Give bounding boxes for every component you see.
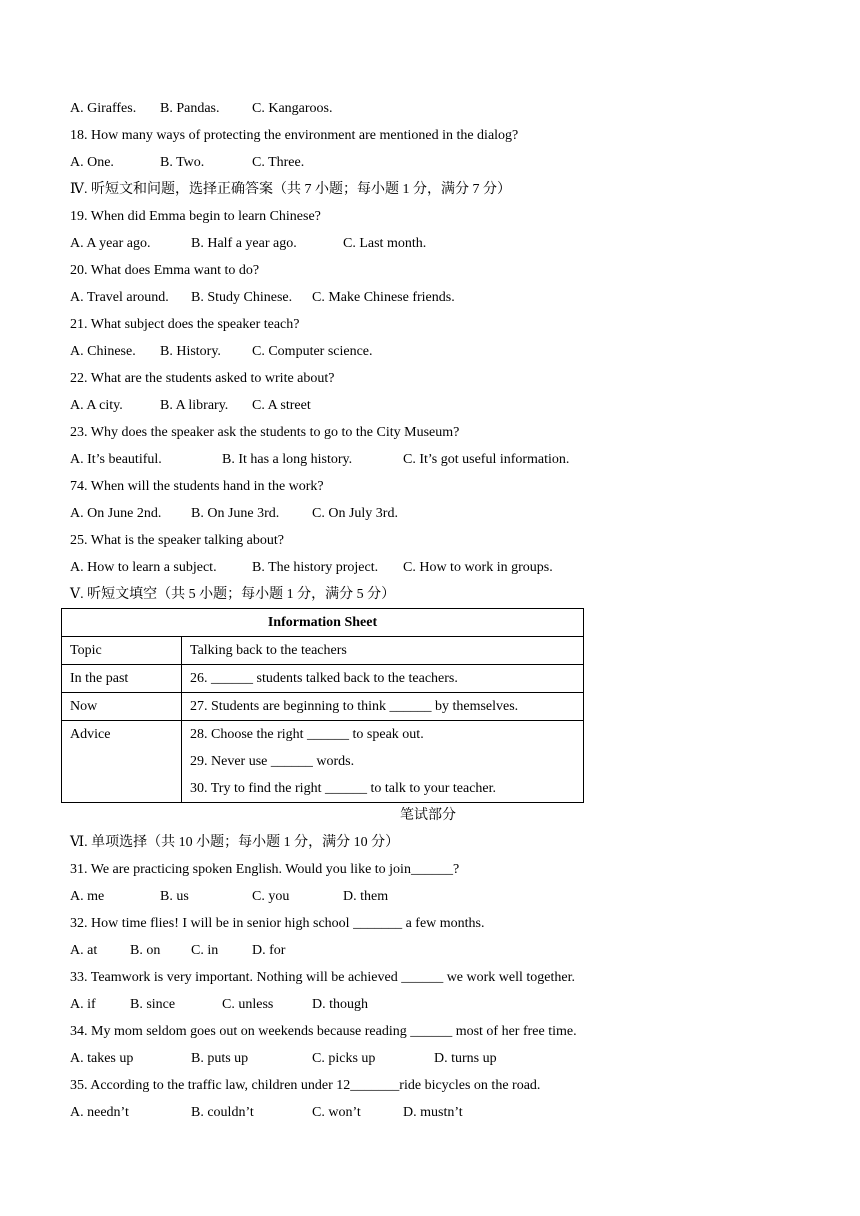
line-text: 19. When did Emma begin to learn Chinese?	[70, 209, 321, 224]
sheet-item-text: 28. Choose the right ______ to speak out.	[190, 727, 424, 742]
sheet-row-content	[182, 721, 584, 803]
option-text: C. Kangaroos.	[252, 101, 333, 116]
information-sheet-table	[61, 608, 584, 803]
line-text: 31. We are practicing spoken English. Would you like to join______?	[70, 862, 460, 877]
line-text: 32. How time flies! I will be in senior high school _______ a few months.	[70, 916, 485, 931]
sheet-row-label: In the past	[62, 665, 182, 693]
sheet-row-label: Advice	[62, 721, 182, 803]
sheet-item-text: Talking back to the teachers	[190, 643, 347, 658]
line-text: Ⅵ. 单项选择（共 10 小题；每小题 1 分，满分 10 分）	[70, 835, 400, 850]
option-text: B. On June 3rd.	[191, 506, 280, 521]
option-text: A. me	[70, 889, 105, 904]
option-text: B. Half a year ago.	[191, 236, 297, 251]
option-text: A. at	[70, 943, 98, 958]
option-text: C. Three.	[252, 155, 305, 170]
sheet-item-text: 26. ______ students talked back to the teachers.	[190, 671, 458, 686]
line-text: 35. According to the traffic law, children under 12_______ride bicycles on the road.	[70, 1078, 541, 1093]
option-text: A. How to learn a subject.	[70, 560, 217, 575]
sheet-title: Information Sheet	[62, 609, 584, 637]
sheet-row	[62, 637, 584, 665]
option-text: C. A street	[252, 398, 311, 413]
option-text: B. Two.	[160, 155, 205, 170]
sheet-row	[62, 721, 584, 803]
sheet-row	[62, 665, 584, 693]
option-text: C. won’t	[312, 1105, 361, 1120]
option-text: C. It’s got useful information.	[403, 452, 570, 467]
option-text: B. Pandas.	[160, 101, 220, 116]
sheet-item-text: 30. Try to find the right ______ to talk to your teacher.	[190, 781, 497, 796]
option-text: A. On June 2nd.	[70, 506, 162, 521]
option-text: C. in	[191, 943, 219, 958]
sheet-row-label: Now	[62, 693, 182, 721]
option-text: D. mustn’t	[403, 1105, 463, 1120]
option-text: C. How to work in groups.	[403, 560, 553, 575]
line-text: 22. What are the students asked to write about?	[70, 371, 335, 386]
option-text: B. since	[130, 997, 176, 1012]
line-text: 25. What is the speaker talking about?	[70, 533, 284, 548]
sheet-item-text: 27. Students are beginning to think ______ by themselves.	[190, 699, 519, 714]
option-text: A. One.	[70, 155, 114, 170]
option-text: C. Computer science.	[252, 344, 373, 359]
line-text: Ⅳ. 听短文和问题，选择正确答案（共 7 小题；每小题 1 分，满分 7 分）	[70, 182, 511, 197]
option-text: A. if	[70, 997, 96, 1012]
option-text: C. Last month.	[343, 236, 427, 251]
option-text: C. On July 3rd.	[312, 506, 398, 521]
option-text: D. them	[343, 889, 389, 904]
sheet-row-content	[182, 637, 584, 665]
option-text: B. us	[160, 889, 189, 904]
option-text: A. Travel around.	[70, 290, 169, 305]
sheet-row-content	[182, 665, 584, 693]
option-text: C. you	[252, 889, 290, 904]
written-section-heading: 笔试部分	[400, 808, 456, 823]
sheet-row-content	[182, 693, 584, 721]
line-text: 18. How many ways of protecting the environment are mentioned in the dialog?	[70, 128, 519, 143]
option-text: C. unless	[222, 997, 274, 1012]
sheet-row-label: Topic	[62, 637, 182, 665]
sheet-row	[62, 693, 584, 721]
option-text: B. The history project.	[252, 560, 379, 575]
option-text: D. turns up	[434, 1051, 497, 1066]
option-text: B. A library.	[160, 398, 229, 413]
option-text: B. couldn’t	[191, 1105, 254, 1120]
option-text: C. picks up	[312, 1051, 376, 1066]
option-text: B. puts up	[191, 1051, 249, 1066]
option-text: D. though	[312, 997, 368, 1012]
option-text: A. It’s beautiful.	[70, 452, 162, 467]
option-text: A. A city.	[70, 398, 123, 413]
sheet-item-text: 29. Never use ______ words.	[190, 754, 355, 769]
line-text: 23. Why does the speaker ask the students to go to the City Museum?	[70, 425, 460, 440]
option-text: A. takes up	[70, 1051, 134, 1066]
option-text: A. A year ago.	[70, 236, 151, 251]
option-text: A. needn’t	[70, 1105, 129, 1120]
line-text: 74. When will the students hand in the work?	[70, 479, 324, 494]
option-text: B. Study Chinese.	[191, 290, 293, 305]
option-text: A. Chinese.	[70, 344, 136, 359]
option-text: D. for	[252, 943, 286, 958]
line-text: 33. Teamwork is very important. Nothing will be achieved ______ we work well together.	[70, 970, 575, 985]
option-text: C. Make Chinese friends.	[312, 290, 455, 305]
option-text: A. Giraffes.	[70, 101, 137, 116]
line-text: 21. What subject does the speaker teach?	[70, 317, 300, 332]
line-text: Ⅴ. 听短文填空（共 5 小题；每小题 1 分，满分 5 分）	[70, 587, 396, 602]
option-text: B. on	[130, 943, 161, 958]
line-text: 20. What does Emma want to do?	[70, 263, 260, 278]
line-text: 34. My mom seldom goes out on weekends because reading ______ most of her free time.	[70, 1024, 577, 1039]
option-text: B. It has a long history.	[222, 452, 353, 467]
option-text: B. History.	[160, 344, 221, 359]
